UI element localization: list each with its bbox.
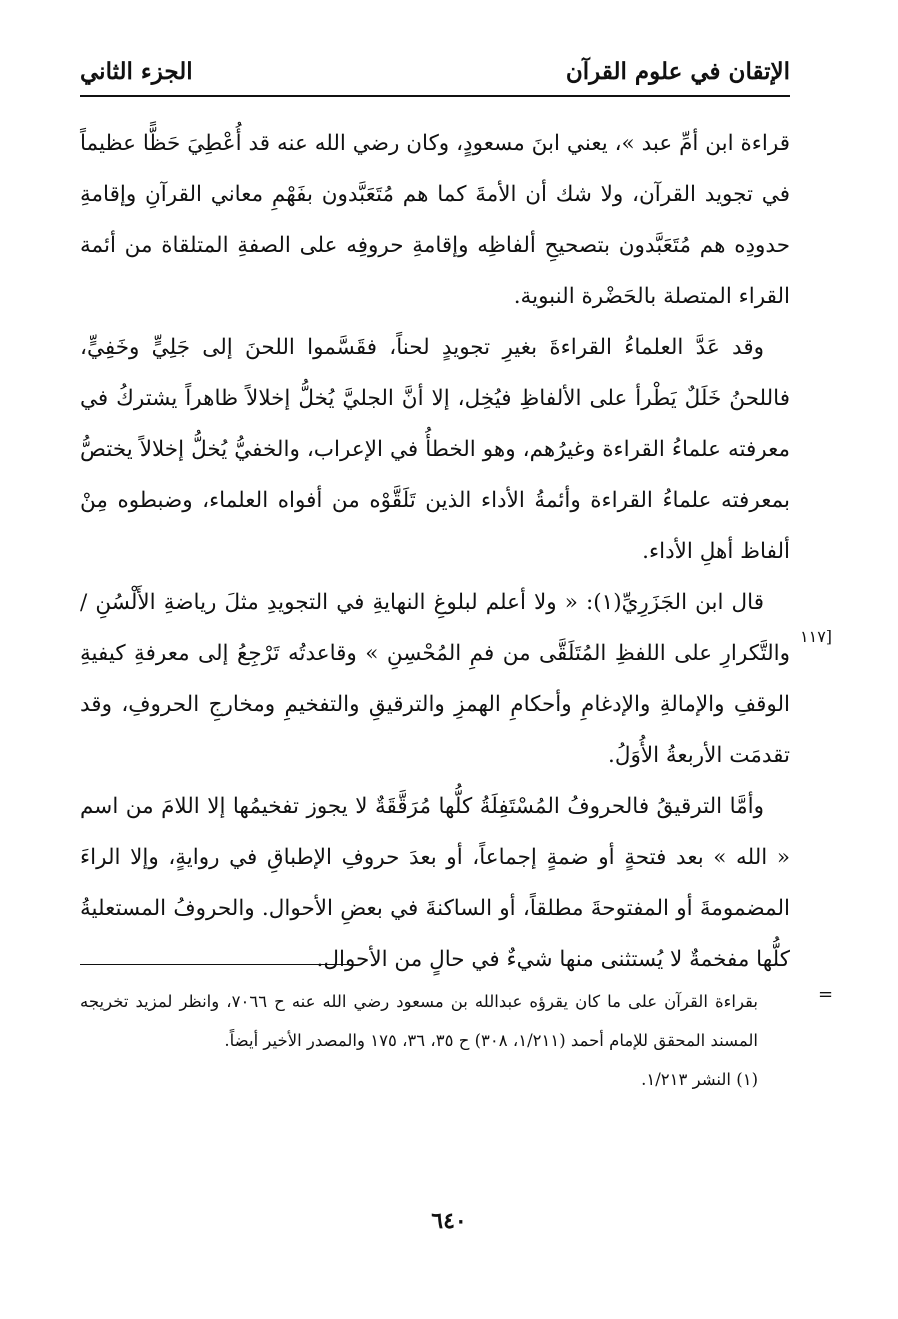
footnote-separator — [80, 964, 352, 965]
margin-page-reference: [١١٧ — [800, 627, 833, 646]
paragraph: قال ابن الجَزَرِيِّ(١): « ولا أعلم لبلوغِ النهايةِ في التجويدِ مثلَ رياضةِ الأَلْسُنِ / والتَّكرارِ على اللفظِ المُتَلَقَّى من فمِ المُحْسِنِ » وقاعدتُه تَرْجِعُ إلى معرفةِ كيفيةِ الوقفِ والإمالةِ والإدغامِ وأحكامِ الهمزِ والترقيقِ والتفخيمِ ومخارجِ الحروفِ، وقد تقدمَت الأربعةُ الأُوَلُ. — [80, 590, 790, 768]
footnote-continuation-mark: = — [818, 984, 834, 1005]
page-number: ٦٤٠ — [431, 1208, 467, 1234]
footnote-1: (١) النشر ١/٢١٣. — [641, 1070, 758, 1089]
paragraph: وقد عَدَّ العلماءُ القراءةَ بغيرِ تجويدٍ لحناً، فقَسَّموا اللحنَ إلى جَلِيٍّ وخَفِيٍّ، فاللحنُ خَلَلٌ يَطْرأ على الألفاظِ فيُخِل، إلا أنَّ الجليَّ يُخلُّ إخلالاً ظاهراً يشتركُ في معرفته علماءُ القراءة وغيرُهم، وهو الخطأُ في الإعراب، والخفيُّ يُخلُّ إخلالاً يختصُّ بمعرفته علماءُ القراءة وأئمةُ الأداء الذين تَلَقَّوْه من أفواه العلماء، وضبطوه مِنْ ألفاظ أهلِ الأداء. — [80, 335, 790, 564]
footnotes — [80, 982, 758, 1099]
main-text — [80, 118, 790, 985]
paragraph: قراءة ابن أمِّ عبد »، يعني ابنَ مسعودٍ، وكان رضي الله عنه قد أُعْطِيَ حَظًّا عظيماً في تجويد القرآن، ولا شك أن الأمةَ كما هم مُتَعَبَّدون بفَهْمِ معاني القرآنِ وإقامةِ حدودِه هم مُتَعَبَّدون بتصحيحِ ألفاظِه وإقامةِ حروفِه على الصفةِ المتلقاة من أئمة القراء المتصلة بالحَضْرة النبوية. — [80, 131, 790, 309]
paragraph: وأمَّا الترقيقُ فالحروفُ المُسْتَفِلَةُ كلُّها مُرَقَّقَةٌ لا يجوز تفخيمُها إلا اللامَ من اسم « الله » بعد فتحةٍ أو ضمةٍ إجماعاً، أو بعدَ حروفِ الإطباقِ في روايةٍ، وإلا الراءَ المضمومةَ أو المفتوحةَ مطلقاً، أو الساكنةَ في بعضِ الأحوال. والحروفُ المستعليةُ كلُّها مفخمةٌ لا يُستثنى منها شيءٌ في حالٍ من الأحوال. — [80, 794, 790, 972]
book-title: الإتقان في علوم القرآن — [565, 58, 790, 85]
part-label: الجزء الثاني — [80, 58, 193, 85]
header-rule — [80, 95, 790, 97]
footnote-continuation: بقراءة القرآن على ما كان يقرؤه عبدالله بن مسعود رضي الله عنه ح ٧٠٦٦، وانظر لمزيد تخريجه المسند المحقق للإمام أحمد (١/٢١١، ٣٠٨) ح ٣٥، ٣٦، ١٧٥ والمصدر الأخير أيضاً. — [80, 992, 758, 1050]
running-header — [80, 52, 790, 96]
